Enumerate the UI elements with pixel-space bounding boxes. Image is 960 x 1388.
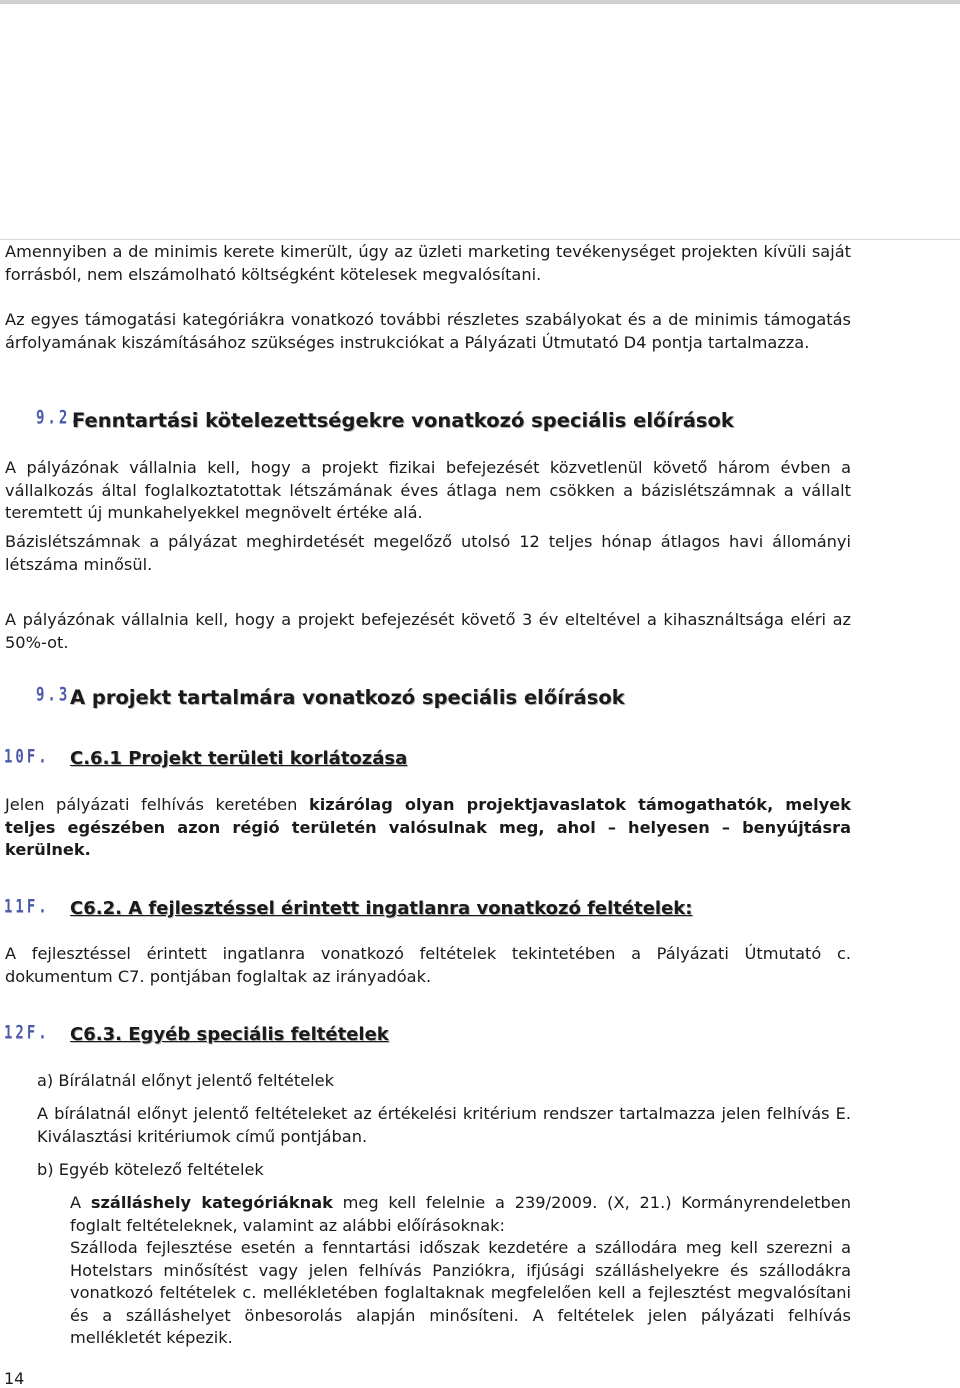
header-rule xyxy=(0,239,960,240)
section-heading-c62: C6.2. A fejlesztéssel érintett ingatlanra vonatkozó feltételek: xyxy=(70,898,693,919)
top-border xyxy=(0,0,960,4)
section-heading-c61: C.6.1 Projekt területi korlátozása xyxy=(70,748,408,769)
section-heading-9-2: Fenntartási kötelezettségekre vonatkozó speciális előírások xyxy=(72,409,734,432)
b-text-end: meg kell felelnie a 239/2009. (X, 21.) Kormányrendeletben foglalt feltételeknek, valamint az alábbi előírásoknak: xyxy=(70,1193,851,1235)
section-number-11: 11F. xyxy=(4,896,50,918)
section-heading-c63: C6.3. Egyéb speciális feltételek xyxy=(70,1024,389,1045)
list-item-a-text: A bírálatnál előnyt jelentő feltételeket az értékelési kritérium rendszer tartalmazza jelen felhívás E. Kiválasztási kritériumok című pontjában. xyxy=(37,1104,851,1146)
section-number-10: 10F. xyxy=(4,746,50,768)
list-item-b-label: b) Egyéb kötelező feltételek xyxy=(37,1160,264,1179)
intro-paragraph-2: Az egyes támogatási kategóriákra vonatkozó további részletes szabályokat és a de minimis támogatás árfolyamának kiszámításához szükséges instrukciókat a Pályázati Útmutató D4 pontja tartalmazza. xyxy=(5,310,851,352)
list-item-b-text-1 xyxy=(70,1192,851,1237)
territorial-text-bold: kizárólag olyan projektjavaslatok támogathatók, melyek teljes egészében azon régió területén valósulnak meg, ahol – helyesen – benyújtásra kerülnek. xyxy=(5,795,851,859)
page-number: 14 xyxy=(4,1369,25,1388)
section-number-9-3: 9.3. xyxy=(36,684,82,706)
section-number-9-2: 9.2. xyxy=(36,407,82,429)
paragraph-utilisation: A pályázónak vállalnia kell, hogy a projekt befejezését követő 3 év elteltével a kihasználtsága eléri az 50%-ot. xyxy=(5,610,851,652)
paragraph-baseline: Bázislétszámnak a pályázat meghirdetését megelőző utolsó 12 teljes hónap átlagos havi állományi létszáma minősül. xyxy=(5,532,851,574)
b-text-bold: szálláshely kategóriáknak xyxy=(90,1193,333,1212)
section-number-12: 12F. xyxy=(4,1022,50,1044)
territorial-text-plain: Jelen pályázati felhívás keretében xyxy=(5,795,309,814)
section-heading-9-3: A projekt tartalmára vonatkozó speciális előírások xyxy=(70,686,625,709)
list-item-b-text-2: Szálloda fejlesztése esetén a fenntartási időszak kezdetére a szállodára meg kell szerezni a Hotelstars minősítést vagy jelen felhívás Panziókra, ifjúsági szálláshelyekre és szállodákra vonatkozó feltételek c. mellékletében foglaltaknak megfelelően kell a fejlesztést megvalósítani és a szálláshelyet önbesorolás alapján minősíteni. A feltételek jelen pályázati felhívás mellékletét képezik. xyxy=(70,1238,851,1347)
paragraph-workforce: A pályázónak vállalnia kell, hogy a projekt fizikai befejezését közvetlenül követő három évben a vállalkozás által foglalkoztatottak létszámának éves átlaga nem csökken a bázislétszámnak a vállalt teremtett új munkahelyekkel megnövelt értéke alá. xyxy=(5,458,851,522)
intro-paragraph-1: Amennyiben a de minimis kerete kimerült, úgy az üzleti marketing tevékenységet projekten kívüli saját forrásból, nem elszámolható költségként kötelesek megvalósítani. xyxy=(5,242,851,284)
b-text-start: A xyxy=(70,1193,91,1212)
paragraph-property: A fejlesztéssel érintett ingatlanra vonatkozó feltételek tekintetében a Pályázati Útmutató c. dokumentum C7. pontjában foglaltak az irányadóak. xyxy=(5,944,851,986)
paragraph-territorial xyxy=(5,794,851,862)
list-item-a-label: a) Bírálatnál előnyt jelentő feltételek xyxy=(37,1071,335,1090)
